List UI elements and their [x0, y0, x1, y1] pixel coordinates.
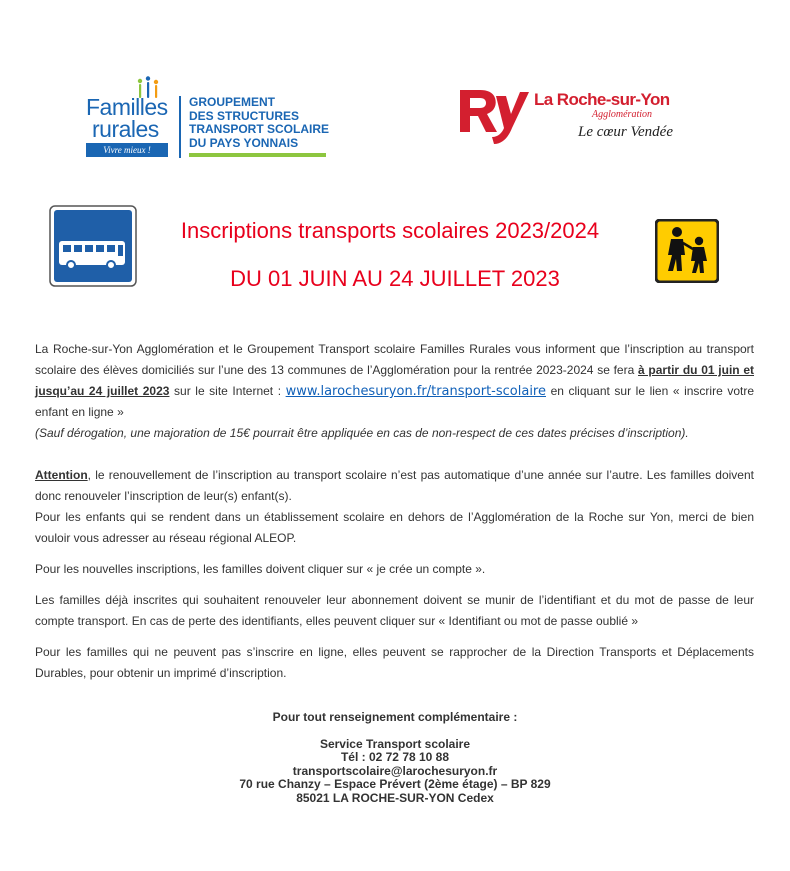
aleop-paragraph: Pour les enfants qui se rendent dans un établissement scolaire en dehors de l’Agglomération de la Roche sur Yon, merci de bien vouloir vous adresser au réseau régional ALEOP.	[35, 510, 754, 545]
logo-city-name: La Roche-sur-Yon	[534, 90, 670, 109]
org-line: DU PAYS YONNAIS	[189, 135, 299, 150]
contact-block	[0, 711, 790, 805]
org-line: TRANSPORT SCOLAIRE	[189, 122, 330, 137]
logo-slogan: Vivre mieux !	[86, 143, 168, 157]
org-line: DES STRUCTURES	[189, 108, 300, 123]
contact-phone: Tél : 02 72 78 10 88	[340, 750, 450, 764]
dates-text: DU 01 JUIN AU 24 JUILLET 2023	[230, 266, 560, 291]
contact-heading: Pour tout renseignement complémentaire :	[272, 710, 518, 724]
logo-org-name	[189, 96, 329, 150]
contact-address: 70 rue Chanzy – Espace Prévert (2ème étage) – BP 829	[239, 777, 551, 791]
new-registration-paragraph: Pour les nouvelles inscriptions, les familles doivent cliquer sur « je crée un compte ».	[35, 562, 486, 576]
offline-paragraph: Pour les familles qui ne peuvent pas s’inscrire en ligne, elles peuvent se rapprocher de la Direction Transports et Déplacements Durables, pour obtenir un imprimé d’inscription.	[35, 645, 754, 680]
transport-scolaire-link[interactable]: www.larochesuryon.fr/transport-scolaire	[285, 384, 546, 399]
contact-city: 85021 LA ROCHE-SUR-YON Cedex	[296, 790, 494, 805]
logo-accent-bar	[189, 153, 326, 157]
ry-monogram-icon	[456, 82, 530, 148]
body-text	[35, 339, 754, 684]
intro-paragraph	[35, 339, 754, 423]
intro-text: La Roche-sur-Yon Agglomération et le Groupement Transport scolaire Familles Rurales vous informent que l’inscription au transport scolaire des élèves domiciliés sur l’une des 13 communes de l’Agglomération pour la rentrée 2023-2024 se fera	[35, 342, 754, 377]
logo-tagline: Le cœur Vendée	[578, 124, 673, 140]
la-roche-sur-yon-logo	[456, 82, 696, 152]
contact-email[interactable]: transportscolaire@larochesuryon.fr	[292, 763, 498, 778]
intro-text-2: sur le site Internet :	[169, 384, 286, 398]
logo-agglomeration: Agglomération	[592, 109, 652, 120]
logo-word-rurales: rurales	[92, 116, 159, 142]
attention-text: , le renouvellement de l’inscription au transport scolaire n’est pas automatique d’une année sur l’autre. Les familles doivent donc renouveler l’inscription de leur(s) enfant(s).	[35, 468, 754, 503]
intro-text-3: en cliquant sur le lien « inscrire votre enfant en ligne »	[35, 384, 755, 419]
title-text: Inscriptions transports scolaires 2023/2024	[180, 218, 600, 243]
contact-service: Service Transport scolaire	[319, 736, 471, 751]
attention-label: Attention	[35, 468, 88, 482]
logo-separator	[179, 96, 181, 158]
logo-word-familles: Familles	[86, 94, 168, 120]
attention-paragraph	[35, 465, 754, 507]
surcharge-note: (Sauf dérogation, une majoration de 15€ pourrait être appliquée en cas de non-respect de ces dates précises d’inscription).	[35, 426, 689, 440]
org-line: GROUPEMENT	[189, 95, 276, 109]
familles-rurales-logo	[86, 76, 336, 158]
renewal-paragraph: Les familles déjà inscrites qui souhaitent renouveler leur abonnement doivent se munir de l’identifiant et du mot de passe de leur compte transport. En cas de perte des identifiants, elles peuvent cliquer sur « Identifiant ou mot de passe oublié »	[35, 593, 754, 628]
date-range-emphasis: à partir du 01 juin et jusqu’au 24 juillet 2023	[35, 363, 755, 398]
school-children-sign-icon	[655, 219, 719, 283]
